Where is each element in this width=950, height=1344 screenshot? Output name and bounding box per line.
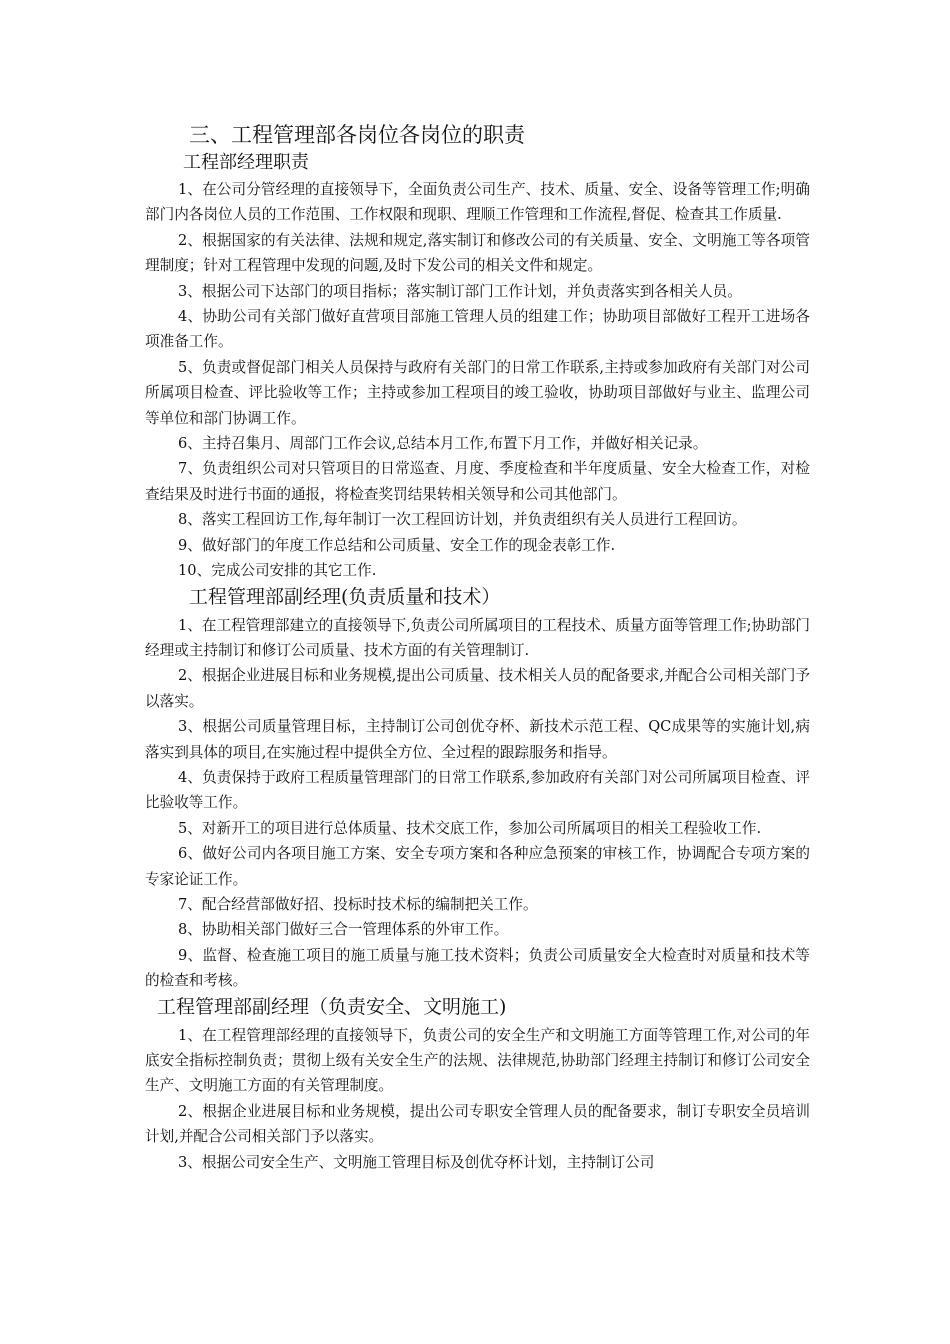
duty-item: 9、监督、检查施工项目的施工质量与施工技术资料；负责公司质量安全大检查时对质量和技术等的检查和考核。 (145, 946, 810, 990)
section-deputy-safety (145, 994, 810, 1175)
duty-item: 2、根据企业进展目标和业务规模，提出公司专职安全管理人员的配备要求，制订专职安全员培训计划,并配合公司相关部门予以落实。 (145, 1102, 810, 1146)
duty-item: 8、落实工程回访工作,每年制订一次工程回访计划，并负责组织有关人员进行工程回访。 (178, 511, 747, 529)
duty-item: 7、负责组织公司对只管项目的日常巡查、月度、季度检查和半年度质量、安全大检查工作，对检查结果及时进行书面的通报，将检查奖罚结果转相关领导和公司其他部门。 (145, 460, 810, 503)
section-manager (145, 150, 810, 584)
duty-item: 2、根据国家的有关法律、法规和规定,落实制订和修改公司的有关质量、安全、文明施工等各项管理制度；针对工程管理中发现的问题,及时下发公司的相关文件和规定。 (145, 231, 810, 275)
section-heading: 工程部经理职责 (183, 152, 309, 173)
document-title: 三、工程管理部各岗位各岗位的职责 (189, 123, 525, 147)
duty-item: 2、根据企业进展目标和业务规模,提出公司质量、技术相关人员的配备要求,并配合公司相关部门予以落实。 (145, 667, 810, 710)
duty-item: 6、主持召集月、周部门工作会议,总结本月工作,布置下月工作，并做好相关记录。 (178, 435, 708, 453)
duty-item: 4、负责保持于政府工程质量管理部门的日常工作联系,参加政府有关部门对公司所属项目检查、评比验收等工作。 (145, 768, 810, 812)
duty-item: 9、做好部门的年度工作总结和公司质量、安全工作的现金表彰工作. (178, 536, 616, 554)
duty-item: 4、协助公司有关部门做好直营项目部施工管理人员的组建工作；协助项目部做好工程开工进场各项准备工作。 (145, 308, 810, 351)
duty-item: 8、协助相关部门做好三合一管理体系的外审工作。 (178, 921, 509, 939)
section-heading: 工程管理部副经理（负责安全、文明施工) (157, 995, 507, 1018)
duty-item: 10、完成公司安排的其它工作. (178, 562, 377, 580)
duty-item: 3、根据公司下达部门的项目指标；落实制订部门工作计划，并负责落实到各相关人员。 (178, 282, 742, 300)
duty-item: 5、对新开工的项目进行总体质量、技术交底工作，参加公司所属项目的相关工程验收工作. (178, 819, 762, 837)
duty-item: 7、配合经营部做好招、投标时技术标的编制把关工作。 (178, 895, 538, 913)
duty-item: 1、在工程管理部建立的直接领导下,负责公司所属项目的工程技术、质量方面等管理工作;协助部门经理或主持制订和修订公司质量、技术方面的有关管理制订. (145, 616, 810, 659)
duty-item: 3、根据公司安全生产、文明施工管理目标及创优夺杯计划，主持制订公司 (178, 1153, 655, 1171)
duty-item: 6、做好公司内各项目施工方案、安全专项方案和各种应急预案的审核工作，协调配合专项方案的专家论证工作。 (145, 845, 810, 888)
duty-item: 5、负责或督促部门相关人员保持与政府有关部门的日常工作联系,主持或参加政府有关部门对公司所属项目检查、评比验收等工作；主持或参加工程项目的竣工验收，协助项目部做好与业主、监理公司等单位和部门协调工作。 (145, 358, 810, 427)
document-body (145, 120, 810, 1175)
duty-item: 1、在工程管理部经理的直接领导下，负责公司的安全生产和文明施工方面等管理工作,对公司的年底安全指标控制负责；贯彻上级有关安全生产的法规、法律规范,协助部门经理主持制订和修订公司安全生产、文明施工方面的有关管理制度。 (145, 1026, 810, 1095)
section-heading: 工程管理部副经理(负责质量和技术） (189, 585, 501, 608)
section-deputy-quality (145, 584, 810, 994)
duty-item: 3、根据公司质量管理目标，主持制订公司创优夺杯、新技术示范工程、QC成果等的实施计划,病落实到具体的项目,在实施过程中提供全方位、全过程的跟踪服务和指导。 (145, 718, 810, 761)
duty-item: 1、在公司分管经理的直接领导下，全面负责公司生产、技术、质量、安全、设备等管理工作;明确部门内各岗位人员的工作范围、工作权限和现职、理顺工作管理和工作流程,督促、检查其工作质量. (145, 181, 810, 224)
